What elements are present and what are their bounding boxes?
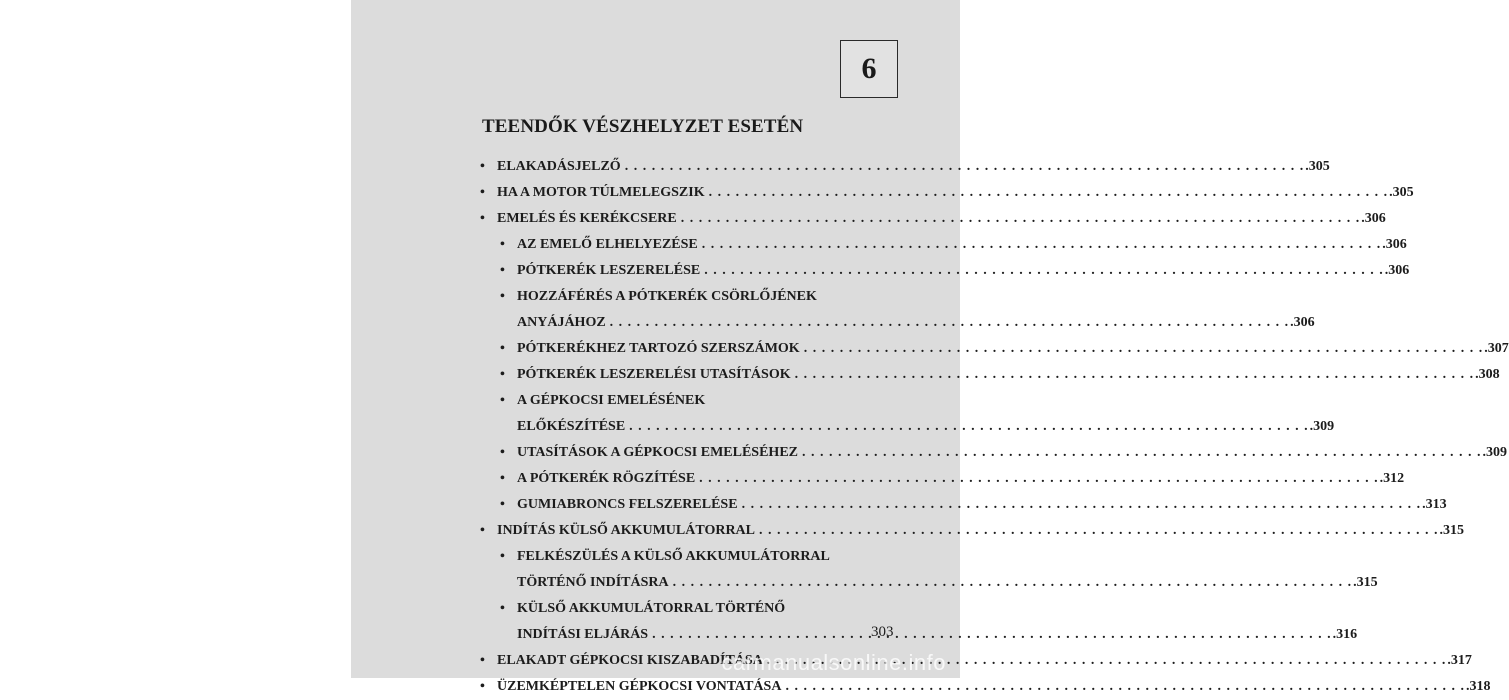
toc-entry: [480, 674, 1491, 700]
toc-entry-page: .309: [1309, 419, 1335, 434]
bullet-icon: •: [480, 679, 485, 694]
toc-entry-page: .315: [1439, 523, 1465, 538]
dot-leader: [695, 466, 1380, 492]
toc-entry-page: .313: [1422, 497, 1447, 512]
section-title: TEENDŐK VÉSZHELYZET ESETÉN: [482, 116, 804, 137]
dot-leader: [669, 570, 1354, 596]
toc-entry-label: A GÉPKOCSI EMELÉSÉNEK: [517, 393, 706, 408]
toc-entry: [480, 492, 1447, 518]
dot-leader: [698, 232, 1383, 258]
toc-entry: [480, 336, 1509, 362]
dot-leader: [621, 154, 1306, 180]
toc-entry-page: .317: [1447, 653, 1472, 668]
toc-entry-label: INDÍTÁSI ELJÁRÁS: [517, 627, 649, 642]
toc-entry-label: FELKÉSZÜLÉS A KÜLSŐ AKKUMULÁTORRAL: [517, 549, 830, 564]
toc-entry: [480, 596, 1358, 648]
toc-entry-label: INDÍTÁS KÜLSŐ AKKUMULÁTORRAL: [497, 523, 756, 538]
bullet-icon: •: [480, 653, 485, 668]
toc-entry-page: .306: [1384, 263, 1410, 278]
bullet-icon: •: [500, 263, 505, 278]
toc-entry-label: ELŐKÉSZÍTÉSE: [517, 419, 626, 434]
toc-entry: [480, 388, 1335, 440]
toc-entry: [480, 544, 1378, 596]
bullet-icon: •: [500, 367, 505, 382]
toc-entry: [480, 440, 1507, 466]
chapter-number-box: 6: [840, 40, 898, 98]
bullet-icon: •: [500, 471, 505, 486]
toc-entry-page: .309: [1482, 445, 1507, 460]
dot-leader: [781, 674, 1466, 700]
dot-leader: [705, 180, 1390, 206]
toc-entry-label: HA A MOTOR TÚLMELEGSZIK: [497, 185, 705, 200]
toc-entry-label: HOZZÁFÉRÉS A PÓTKERÉK CSÖRLŐJÉNEK: [517, 289, 817, 304]
watermark: carmanualsonline.info: [721, 650, 946, 675]
toc-entry-page: .306: [1382, 237, 1407, 252]
bullet-icon: •: [480, 159, 485, 174]
toc-entry: [480, 466, 1405, 492]
toc-entry: [480, 232, 1407, 258]
toc-entry-label: GUMIABRONCS FELSZERELÉSE: [517, 497, 738, 512]
toc-entry-label: ELAKADÁSJELZŐ: [497, 159, 621, 174]
toc-entry-page: .315: [1353, 575, 1378, 590]
toc-entry: [480, 154, 1330, 180]
dot-leader: [677, 206, 1362, 232]
bullet-icon: •: [500, 341, 505, 356]
toc-entry-label: PÓTKERÉK LESZERELÉSE: [517, 263, 701, 278]
toc-entry-page: .305: [1389, 185, 1414, 200]
toc-entry-label: PÓTKERÉK LESZERELÉSI UTASÍTÁSOK: [517, 367, 791, 382]
toc-entry-label: KÜLSŐ AKKUMULÁTORRAL TÖRTÉNŐ: [517, 601, 786, 616]
bullet-icon: •: [500, 549, 505, 564]
page-number: 303: [871, 624, 894, 640]
toc-entry: [480, 206, 1386, 232]
toc-entry-page: .312: [1379, 471, 1405, 486]
toc-entry-page: .318: [1465, 679, 1491, 694]
dot-leader: [800, 336, 1485, 362]
toc-entry: [480, 180, 1414, 206]
toc-entry-label: A PÓTKERÉK RÖGZÍTÉSE: [517, 471, 696, 486]
manual-page: [351, 0, 1509, 694]
toc-entry-page: .308: [1475, 367, 1500, 382]
bullet-icon: •: [500, 393, 505, 408]
bullet-icon: •: [500, 237, 505, 252]
dot-leader: [625, 414, 1310, 440]
dot-leader: [791, 362, 1476, 388]
table-of-contents: [480, 154, 1509, 700]
dot-leader: [755, 518, 1440, 544]
bullet-icon: •: [480, 523, 485, 538]
toc-entry-page: .306: [1361, 211, 1386, 226]
toc-entry-label: EMELÉS ÉS KERÉKCSERE: [497, 211, 677, 226]
toc-entry-label: PÓTKERÉKHEZ TARTOZÓ SZERSZÁMOK: [517, 341, 800, 356]
toc-entry: [480, 362, 1500, 388]
toc-entry-label: ÜZEMKÉPTELEN GÉPKOCSI VONTATÁSA: [497, 679, 782, 694]
toc-entry: [480, 284, 1315, 336]
bullet-icon: •: [500, 497, 505, 512]
bullet-icon: •: [500, 289, 505, 304]
dot-leader: [648, 622, 1333, 648]
toc-entry-page: .316: [1332, 627, 1358, 642]
toc-entry-label: ELAKADT GÉPKOCSI KISZABADÍTÁSA: [497, 653, 763, 668]
toc-entry-page: .305: [1305, 159, 1330, 174]
toc-entry-page: .307: [1484, 341, 1509, 356]
toc-entry-label: UTASÍTÁSOK A GÉPKOCSI EMELÉSÉHEZ: [517, 445, 798, 460]
toc-entry-label: TÖRTÉNŐ INDÍTÁSRA: [517, 575, 669, 590]
bullet-icon: •: [500, 601, 505, 616]
toc-entry-label: ANYÁJÁHOZ: [517, 315, 606, 330]
dot-leader: [738, 492, 1423, 518]
dot-leader: [700, 258, 1385, 284]
dot-leader: [798, 440, 1483, 466]
toc-entry: [480, 258, 1410, 284]
bullet-icon: •: [480, 185, 485, 200]
toc-entry: [480, 518, 1465, 544]
dot-leader: [606, 310, 1291, 336]
bullet-icon: •: [480, 211, 485, 226]
toc-entry-label: AZ EMELŐ ELHELYEZÉSE: [517, 237, 698, 252]
blank-left-page: [0, 0, 351, 678]
toc-entry-page: .306: [1290, 315, 1315, 330]
bullet-icon: •: [500, 445, 505, 460]
